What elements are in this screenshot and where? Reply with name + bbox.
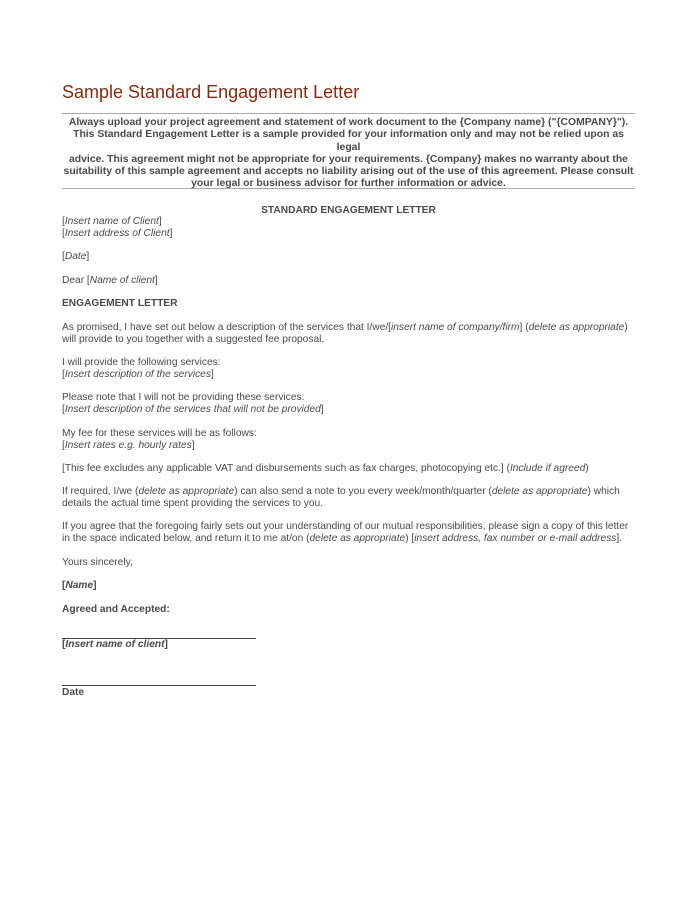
closing: Yours sincerely,: [62, 557, 133, 568]
salutation-name-placeholder: Name of client: [89, 275, 155, 286]
top-divider: [62, 113, 635, 114]
date-line: [Date]: [62, 251, 90, 262]
client-block: [62, 216, 642, 240]
date-placeholder: Date: [64, 251, 87, 262]
note-text: ) which: [587, 486, 620, 497]
client-signature-name: [Insert name of client]: [62, 639, 168, 650]
fee-paragraph: My fee for these services will be as follows: [Insert rates e.g. hourly rates]: [62, 428, 642, 452]
promise-text: As promised, I have set out below a description of the services that I/we/[: [62, 322, 391, 333]
note-text: ) can also send a note to you every week/month/quarter (: [234, 486, 492, 497]
client-address-placeholder: Insert address of Client: [64, 228, 170, 239]
disclaimer-line: advice. This agreement might not be appropriate for your requirements. {Company} makes no warranty about the: [69, 153, 628, 165]
disclaimer: [62, 117, 635, 191]
engagement-heading: ENGAGEMENT LETTER: [62, 298, 178, 309]
document-title: Sample Standard Engagement Letter: [62, 82, 360, 102]
excluded-paragraph: Please note that I will not be providing these services: [Insert description of the services that will not be provided]: [62, 392, 642, 416]
services-paragraph: I will provide the following services: [Insert description of the services]: [62, 357, 642, 381]
vat-note: Include if agreed: [509, 463, 586, 474]
agree-paragraph: [62, 521, 642, 545]
agree-text: ].: [616, 533, 623, 544]
excluded-placeholder: Insert description of the services that will not be provided: [64, 404, 321, 415]
letter-heading: STANDARD ENGAGEMENT LETTER: [261, 205, 436, 216]
vat-paragraph: [62, 463, 642, 475]
bottom-divider: [62, 188, 635, 189]
agreed-label: Agreed and Accepted:: [62, 604, 170, 615]
services-intro: I will provide the following services:: [62, 357, 221, 368]
disclaimer-line: your legal or business advisor for further information or advice.: [191, 178, 506, 190]
promise-text: ): [624, 322, 628, 333]
client-name-placeholder: Insert name of Client: [64, 216, 159, 227]
services-placeholder: Insert description of the services: [64, 369, 211, 380]
disclaimer-line: Always upload your project agreement and statement of work document to the {Company name} ("{COMPANY}").: [68, 117, 629, 128]
delete-note: delete as appropriate: [491, 486, 588, 497]
vat-text: [This fee excludes any applicable VAT and disbursements such as fax charges, photocopying etc.] (: [62, 463, 510, 474]
note-line: details the actual time spent providing the services to you.: [62, 498, 324, 509]
note-paragraph: [62, 486, 642, 510]
promise-line: will provide to you together with a suggested fee proposal.: [62, 334, 325, 345]
fee-placeholder: Insert rates e.g. hourly rates: [64, 440, 192, 451]
client-address-line: [Insert address of Client]: [62, 228, 173, 239]
date-label: Date: [62, 687, 85, 698]
agree-text: ) [: [405, 533, 415, 544]
salutation-suffix: ]: [154, 275, 158, 286]
address-placeholder: insert address, fax number or e-mail address: [414, 533, 617, 544]
company-placeholder: insert name of company/firm: [391, 322, 520, 333]
delete-note: delete as appropriate: [138, 486, 235, 497]
promise-text: ] (: [519, 322, 529, 333]
disclaimer-line: suitability of this sample agreement and accepts no liability arising out of the use of this agreement. Please consult: [63, 166, 634, 178]
delete-note: delete as appropriate: [528, 322, 625, 333]
date-signature-line: [62, 685, 256, 686]
client-name-line: [Insert name of Client]: [62, 216, 162, 227]
fee-intro: My fee for these services will be as follows:: [62, 428, 257, 439]
agree-line: If you agree that the foregoing fairly sets out your understanding of our mutual responsibilities, please sign a copy of this letter: [62, 521, 629, 532]
excluded-intro: Please note that I will not be providing these services:: [62, 392, 305, 403]
sender-name-placeholder: Name: [65, 580, 94, 591]
promise-paragraph: [62, 322, 642, 346]
agree-text: in the space indicated below, and return it to me at/on (: [62, 533, 310, 544]
sender-name: [Name]: [62, 580, 97, 591]
disclaimer-line: This Standard Engagement Letter is a sample provided for your information only and may not be relied upon as legal: [73, 129, 624, 153]
salutation: [62, 275, 642, 287]
delete-note: delete as appropriate: [309, 533, 406, 544]
salutation-prefix: Dear [: [62, 275, 90, 286]
client-signature-placeholder: Insert name of client: [65, 639, 165, 650]
vat-close: ): [585, 463, 589, 474]
note-text: If required, I/we (: [62, 486, 139, 497]
